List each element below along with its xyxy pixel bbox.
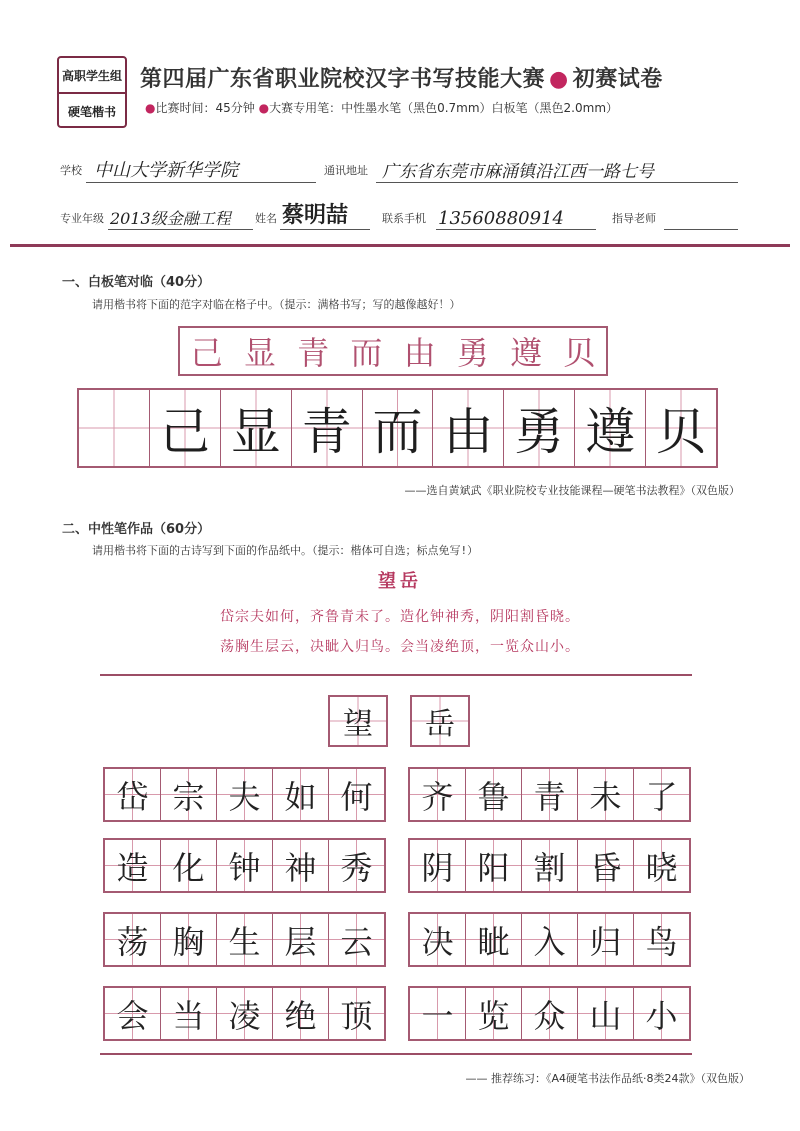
title-main: 第四届广东省职业院校汉字书写技能大赛 — [140, 67, 546, 92]
copy-cell[interactable] — [363, 390, 434, 466]
work-char: 眦 — [477, 922, 510, 961]
title-dot: ● — [549, 67, 569, 92]
work-char: 阳 — [477, 848, 510, 887]
exam-rules — [145, 99, 618, 116]
work-char: 钟 — [228, 848, 261, 887]
work-row-left-4 — [103, 986, 386, 1041]
work-cell[interactable] — [634, 914, 689, 965]
work-cell[interactable] — [466, 988, 522, 1039]
work-cell[interactable] — [329, 988, 384, 1039]
work-char: 晓 — [645, 848, 678, 887]
address-value: 广东省东莞市麻涌镇沿江西一路七号 — [382, 162, 654, 182]
copy-cell[interactable] — [150, 390, 221, 466]
work-char: 众 — [533, 996, 566, 1035]
work-char: 入 — [533, 922, 566, 961]
major-field[interactable] — [108, 205, 253, 230]
title-suffix: 初赛试卷 — [572, 67, 663, 92]
work-cell[interactable] — [161, 914, 217, 965]
work-char: 秀 — [340, 848, 373, 887]
section2-instruction: 请用楷书将下面的古诗写到下面的作品纸中。（提示：楷体可自选；标点免写!） — [92, 544, 479, 557]
work-cell[interactable] — [217, 769, 273, 820]
work-char: 青 — [533, 777, 566, 816]
copy-char: 贝 — [656, 403, 707, 461]
name-value: 蔡明喆 — [282, 202, 349, 228]
work-cell[interactable] — [410, 769, 466, 820]
school-label: 学校 — [60, 164, 82, 177]
work-cell[interactable] — [161, 769, 217, 820]
recommend-note: —— 推荐练习：《A4硬笔书法作品纸·8类24款》（双色版） — [465, 1072, 750, 1085]
work-row-right-2 — [408, 838, 691, 893]
phone-value: 13560880914 — [438, 208, 564, 229]
work-char: 割 — [533, 848, 566, 887]
category-badge — [57, 56, 127, 128]
work-char: 决 — [421, 922, 454, 961]
work-cell[interactable] — [522, 840, 578, 891]
work-cell[interactable] — [105, 840, 161, 891]
work-cell[interactable] — [105, 988, 161, 1039]
work-cell[interactable] — [217, 988, 273, 1039]
work-cell[interactable] — [578, 988, 634, 1039]
work-char: 化 — [172, 848, 205, 887]
work-char: 岱 — [116, 777, 149, 816]
work-cell[interactable] — [273, 769, 329, 820]
work-char: 荡 — [116, 922, 149, 961]
address-label: 通讯地址 — [324, 164, 368, 177]
work-row-right-1 — [408, 767, 691, 822]
model-char: 青 — [297, 334, 330, 372]
work-row-left-3 — [103, 912, 386, 967]
copy-char: 显 — [230, 403, 281, 461]
work-cell[interactable] — [578, 840, 634, 891]
work-char: 山 — [589, 996, 622, 1035]
work-cell[interactable] — [522, 914, 578, 965]
copy-cell[interactable] — [504, 390, 575, 466]
exam-pens: 大赛专用笔：中性墨水笔（黑色0.7mm）白板笔（黑色2.0mm） — [269, 101, 619, 115]
work-cell[interactable] — [634, 840, 689, 891]
work-char: 昏 — [589, 848, 622, 887]
work-cell[interactable] — [410, 840, 466, 891]
work-paper-top-rule — [100, 674, 692, 676]
work-title-char: 岳 — [425, 707, 455, 742]
work-cell[interactable] — [522, 988, 578, 1039]
work-title-box — [328, 695, 388, 747]
work-title-box — [410, 695, 470, 747]
copy-cell[interactable] — [221, 390, 292, 466]
work-char: 云 — [340, 922, 373, 961]
work-cell[interactable] — [466, 840, 522, 891]
work-cell[interactable] — [105, 769, 161, 820]
school-field[interactable] — [86, 160, 316, 183]
model-char: 而 — [350, 334, 383, 372]
work-row-right-3 — [408, 912, 691, 967]
work-cell[interactable] — [217, 914, 273, 965]
rule-dot-2: ● — [258, 101, 270, 115]
phone-label: 联系手机 — [382, 212, 426, 225]
model-char: 己 — [190, 334, 223, 372]
work-cell[interactable] — [466, 769, 522, 820]
copy-char: 己 — [159, 403, 210, 461]
work-char: 阴 — [421, 848, 454, 887]
work-row-left-1 — [103, 767, 386, 822]
work-row-right-4 — [408, 986, 691, 1041]
work-char: 当 — [172, 996, 205, 1035]
major-value: 2013级金融工程 — [110, 209, 231, 228]
work-cell[interactable] — [329, 840, 384, 891]
work-cell[interactable] — [273, 914, 329, 965]
work-cell[interactable] — [578, 769, 634, 820]
work-cell[interactable] — [466, 914, 522, 965]
poem-line-1: 岱宗夫如何，齐鲁青未了。造化钟神秀，阴阳割昏晓。 — [220, 609, 580, 625]
poem-line-2: 荡胸生层云，决眦入归鸟。会当凌绝顶，一览众山小。 — [220, 639, 580, 655]
work-title-cell[interactable] — [412, 697, 468, 745]
work-char: 夫 — [228, 777, 261, 816]
work-cell[interactable] — [217, 840, 273, 891]
work-cell[interactable] — [522, 769, 578, 820]
work-char: 神 — [284, 848, 317, 887]
address-field[interactable] — [376, 160, 738, 183]
work-char: 造 — [116, 848, 149, 887]
work-char: 鸟 — [645, 922, 678, 961]
work-paper-bottom-rule — [100, 1053, 692, 1055]
work-char: 会 — [116, 996, 149, 1035]
work-char: 生 — [228, 922, 261, 961]
work-cell[interactable] — [273, 988, 329, 1039]
copy-grid-row — [77, 388, 718, 468]
copy-char: 遵 — [585, 403, 636, 461]
copy-cell[interactable] — [433, 390, 504, 466]
copy-cell[interactable] — [646, 390, 716, 466]
copy-char: 由 — [443, 403, 494, 461]
section1-heading: 一、白板笔对临（40分） — [62, 275, 211, 290]
work-cell[interactable] — [634, 988, 689, 1039]
model-char: 贝 — [563, 334, 596, 372]
work-char: 宗 — [172, 777, 205, 816]
work-char: 胸 — [172, 922, 205, 961]
work-title-char: 望 — [343, 707, 373, 742]
work-char: 了 — [645, 777, 678, 816]
work-char: 齐 — [421, 777, 454, 816]
work-cell[interactable] — [329, 914, 384, 965]
name-label: 姓名 — [255, 212, 277, 225]
textbook-source: ——选自黄斌武《职业院校专业技能课程—硬笔书法教程》（双色版） — [404, 484, 740, 497]
rule-dot-1: ● — [145, 101, 156, 115]
school-value: 中山大学新华学院 — [94, 160, 238, 181]
poem-title: 望岳 — [378, 571, 422, 592]
model-characters-row — [178, 326, 608, 376]
work-char: 归 — [589, 922, 622, 961]
badge-script-label: 硬笔楷书 — [67, 104, 116, 119]
name-field[interactable] — [280, 203, 370, 230]
work-char: 未 — [589, 777, 622, 816]
major-label: 专业年级 — [60, 212, 104, 225]
work-char: 如 — [284, 777, 317, 816]
page-title — [140, 62, 663, 93]
work-cell[interactable] — [161, 840, 217, 891]
work-char: 凌 — [228, 996, 261, 1035]
copy-char: 青 — [301, 403, 352, 461]
work-cell[interactable] — [634, 769, 689, 820]
section2-heading: 二、中性笔作品（60分） — [62, 522, 211, 537]
model-char: 勇 — [456, 334, 489, 372]
teacher-field[interactable] — [664, 205, 738, 230]
work-cell[interactable] — [105, 914, 161, 965]
work-cell[interactable] — [410, 914, 466, 965]
copy-cell[interactable] — [79, 390, 150, 466]
work-title-cell[interactable] — [330, 697, 386, 745]
work-cell[interactable] — [329, 769, 384, 820]
work-char: 何 — [340, 777, 373, 816]
work-cell[interactable] — [410, 988, 466, 1039]
badge-group-label: 高职学生组 — [59, 58, 125, 94]
section1-instruction: 请用楷书将下面的范字对临在格子中。（提示：满格书写；写的越像越好！） — [92, 298, 461, 311]
model-char: 遵 — [510, 334, 543, 372]
work-cell[interactable] — [273, 840, 329, 891]
phone-field[interactable] — [436, 205, 596, 230]
work-char: 鲁 — [477, 777, 510, 816]
exam-time: 比赛时间：45分钟 — [155, 101, 255, 115]
work-char: 层 — [284, 922, 317, 961]
work-row-left-2 — [103, 838, 386, 893]
work-char: 顶 — [340, 996, 373, 1035]
copy-cell[interactable] — [575, 390, 646, 466]
copy-char: 勇 — [514, 403, 565, 461]
header-divider — [10, 244, 790, 247]
work-char: 绝 — [284, 996, 317, 1035]
work-char: 一 — [421, 996, 454, 1035]
copy-cell[interactable] — [292, 390, 363, 466]
work-cell[interactable] — [161, 988, 217, 1039]
work-cell[interactable] — [578, 914, 634, 965]
model-char: 由 — [403, 334, 436, 372]
teacher-label: 指导老师 — [612, 212, 656, 225]
work-char: 览 — [477, 996, 510, 1035]
model-char: 显 — [243, 334, 276, 372]
work-char: 小 — [645, 996, 678, 1035]
copy-char: 而 — [372, 403, 423, 461]
